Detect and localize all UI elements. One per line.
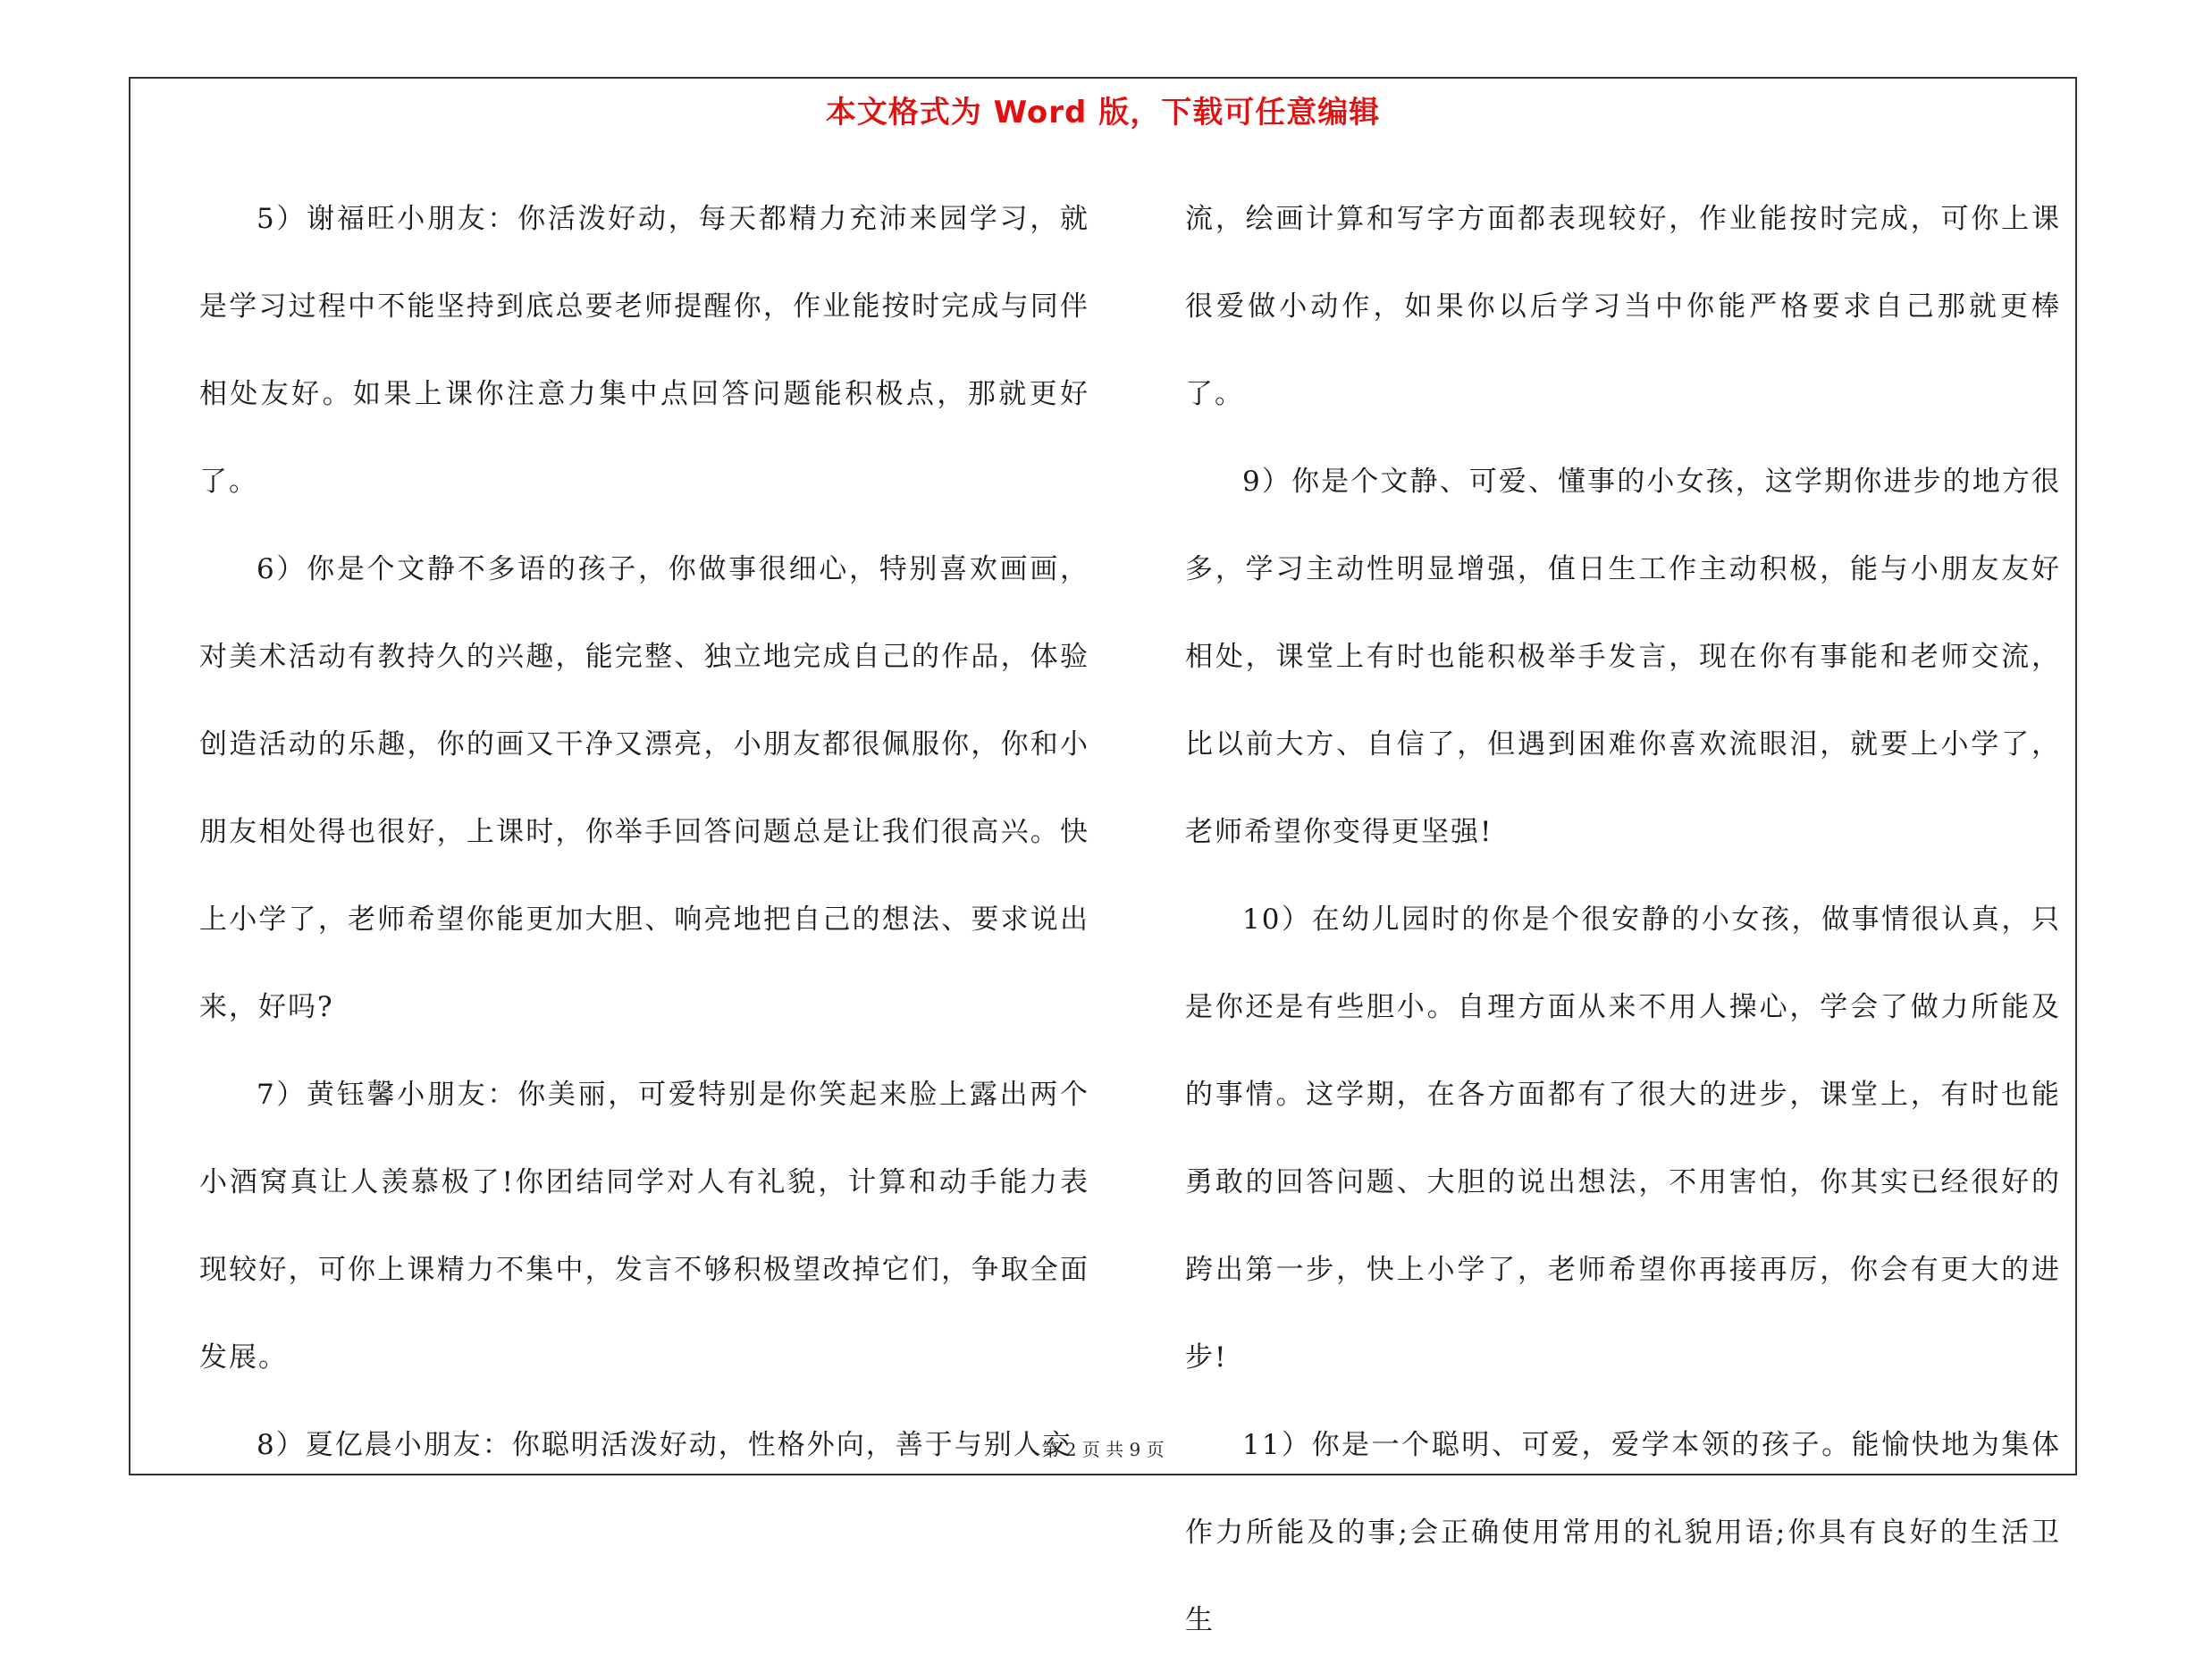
document-page <box>129 77 2077 1636</box>
paragraph: 9）你是个文静、可爱、懂事的小女孩，这学期你进步的地方很多，学习主动性明显增强，值日生工作主动积极，能与小朋友友好相处，课堂上有时也能积极举手发言，现在你有事能和老师交流，比以前大方、自信了，但遇到困难你喜欢流眼泪，就要上小学了，老师希望你变得更坚强! <box>1185 466 2061 848</box>
left-column <box>199 175 1089 1489</box>
header-banner: 本文格式为 Word 版，下载可任意编辑 <box>825 95 1381 130</box>
paragraph: 5）谢福旺小朋友：你活泼好动，每天都精力充沛来园学习，就是学习过程中不能坚持到底总要老师提醒你，作业能按时完成与同伴相处友好。如果上课你注意力集中点回答问题能积极点，那就更好了。 <box>199 203 1089 498</box>
paragraph: 6）你是个文静不多语的孩子，你做事很细心，特别喜欢画画，对美术活动有教持久的兴趣，能完整、独立地完成自己的作品，体验创造活动的乐趣，你的画又干净又漂亮，小朋友都很佩服你，你和小朋友相处得也很好，上课时，你举手回答问题总是让我们很高兴。快上小学了，老师希望你能更加大胆、响亮地把自己的想法、要求说出来，好吗? <box>199 553 1089 1023</box>
paragraph: 10）在幼儿园时的你是个很安静的小女孩，做事情很认真，只是你还是有些胆小。自理方面从来不用人操心，学会了做力所能及的事情。这学期，在各方面都有了很大的进步，课堂上，有时也能勇敢的回答问题、大胆的说出想法，不用害怕，你其实已经很好的跨出第一步，快上小学了，老师希望你再接再厉，你会有更大的进步! <box>1185 903 2061 1374</box>
paragraph: 11）你是一个聪明、可爱，爱学本领的孩子。能愉快地为集体作力所能及的事;会正确使用常用的礼貌用语;你具有良好的生活卫生 <box>1185 1429 2061 1636</box>
paragraph: 8）夏亿晨小朋友：你聪明活泼好动，性格外向，善于与别人交 <box>257 1429 1072 1461</box>
page-number-footer: 第 2 页 共 9 页 <box>1041 1439 1165 1460</box>
paragraph: 7）黄钰馨小朋友：你美丽，可爱特别是你笑起来脸上露出两个小酒窝真让人羡慕极了!你团结同学对人有礼貌，计算和动手能力表现较好，可你上课精力不集中，发言不够积极望改掉它们，争取全面发展。 <box>199 1079 1089 1374</box>
paragraph: 流，绘画计算和写字方面都表现较好，作业能按时完成，可你上课很爱做小动作，如果你以后学习当中你能严格要求自己那就更棒了。 <box>1185 203 2061 410</box>
